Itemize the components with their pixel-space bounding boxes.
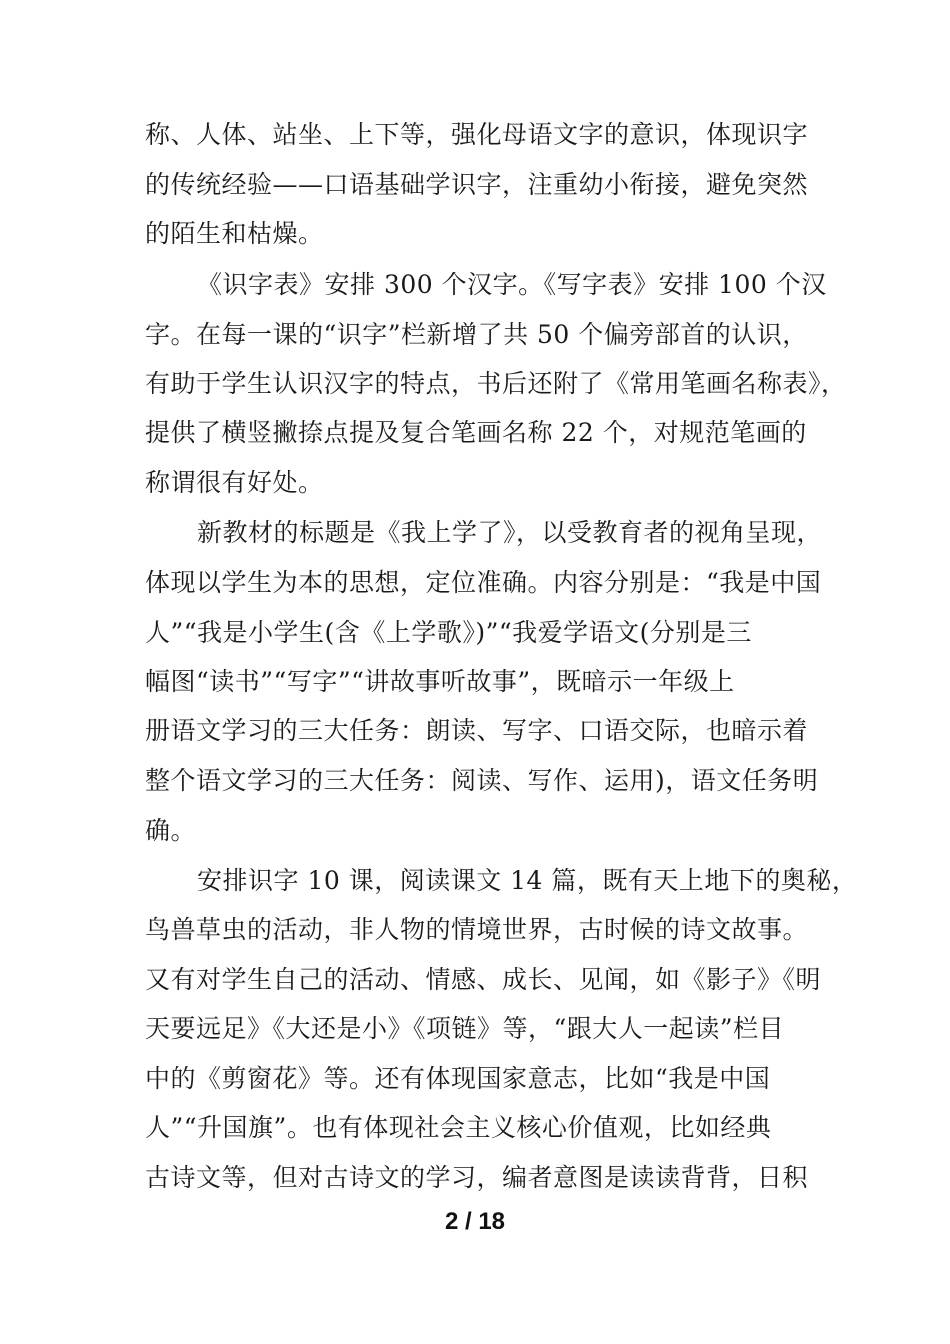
paragraph-2-line-1: 《识字表》安排 300 个汉字。《写字表》安排 100 个汉	[197, 270, 827, 299]
paragraph-2-line-4: 提供了横竖撇捺点提及复合笔画名称 22 个，对规范笔画的	[145, 418, 807, 447]
paragraph-3-line-7: 确。	[145, 816, 197, 845]
paragraph-3-line-2: 体现以学生为本的思想，定位准确。内容分别是：“我是中国	[145, 568, 822, 597]
paragraph-2-line-5: 称谓很有好处。	[145, 468, 324, 497]
paragraph-4-line-3: 又有对学生自己的活动、情感、成长、见闻，如《影子》《明	[145, 965, 822, 994]
paragraph-3-line-6: 整个语文学习的三大任务：阅读、写作、运用)，语文任务明	[145, 766, 819, 795]
paragraph-1-line-1: 称、人体、站坐、上下等，强化母语文字的意识，体现识字	[145, 120, 809, 149]
paragraph-3-line-5: 册语文学习的三大任务：朗读、写字、口语交际，也暗示着	[145, 716, 809, 745]
page-number: 2 / 18	[444, 1208, 506, 1235]
paragraph-4-line-4: 天要远足》《大还是小》《项链》等，“跟大人一起读”栏目	[145, 1014, 785, 1043]
paragraph-4-line-7: 古诗文等，但对古诗文的学习，编者意图是读读背背，日积	[145, 1163, 809, 1192]
paragraph-1-line-2: 的传统经验——口语基础学识字，注重幼小衔接，避免突然	[145, 170, 809, 199]
paragraph-4-line-6: 人”“升国旗”。也有体现社会主义核心价值观，比如经典	[145, 1113, 772, 1142]
paragraph-3-line-3: 人”“我是小学生(含《上学歌》)”“我爱学语文(分别是三	[145, 618, 752, 647]
paragraph-4-line-1: 安排识字 10 课，阅读课文 14 篇，既有天上地下的奥秘，	[197, 866, 858, 895]
paragraph-2-line-2: 字。在每一课的“识字”栏新增了共 50 个偏旁部首的认识，	[145, 320, 808, 349]
paragraph-4-line-2: 鸟兽草虫的活动，非人物的情境世界，古时候的诗文故事。	[145, 915, 809, 944]
paragraph-3-line-1: 新教材的标题是《我上学了》，以受教育者的视角呈现，	[197, 518, 823, 547]
paragraph-3-line-4: 幅图“读书”“写字”“讲故事听故事”，既暗示一年级上	[145, 667, 735, 696]
paragraph-2-line-3: 有助于学生认识汉字的特点，书后还附了《常用笔画名称表》，	[145, 369, 847, 398]
paragraph-4-line-5: 中的《剪窗花》等。还有体现国家意志，比如“我是中国	[145, 1064, 771, 1093]
paragraph-1-line-3: 的陌生和枯燥。	[145, 219, 324, 248]
